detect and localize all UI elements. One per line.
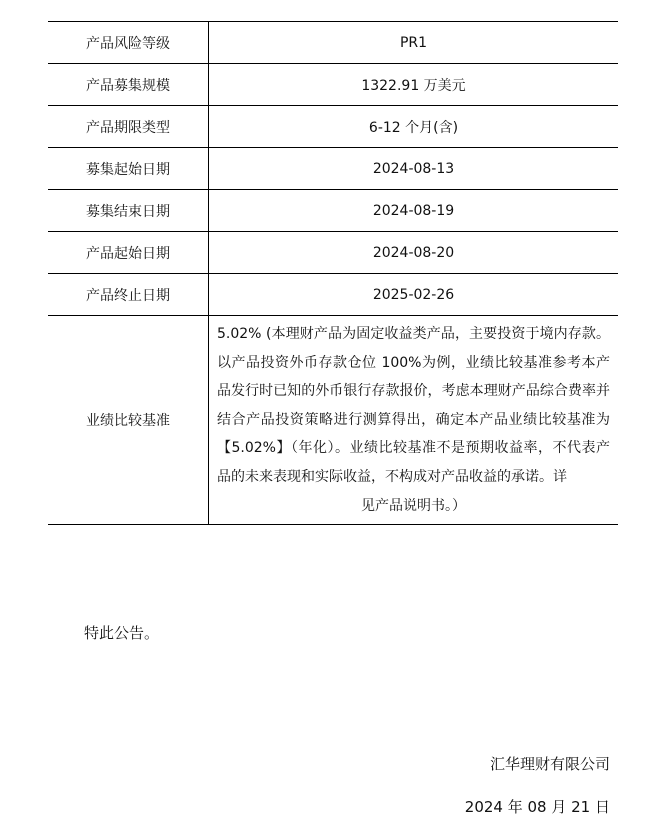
row-label-raise-end: 募集结束日期 — [48, 190, 209, 232]
row-value-raise-end: 2024-08-19 — [209, 190, 619, 232]
benchmark-text-end: 见产品说明书。） — [361, 497, 466, 514]
row-value-raise-start: 2024-08-13 — [209, 148, 619, 190]
row-value-fund-size: 1322.91 万美元 — [209, 64, 619, 106]
row-label-fund-size: 产品募集规模 — [48, 64, 209, 106]
table-row — [48, 64, 618, 106]
row-value-product-end: 2025-02-26 — [209, 274, 619, 316]
company-signature: 汇华理财有限公司 — [489, 755, 610, 773]
table-row-benchmark — [48, 316, 618, 525]
row-label-term-type: 产品期限类型 — [48, 106, 209, 148]
row-label-raise-start: 募集起始日期 — [48, 148, 209, 190]
benchmark-text: 5.02% (本理财产品为固定收益类产品，主要投资于境内存款。以产品投资外币存款仓位 100%为例，业绩比较基准参考本产品发行时已知的外币银行存款报价，考虑本理财产品综合费率并结合产品投资策略进行测算得出，确定本产品业绩比较基准为【5.02%】（年化）。业绩比较基准不是预期收益率，不代表产品的未来表现和实际收益，不构成对产品收益的承诺。详 — [217, 326, 610, 485]
row-value-product-start: 2024-08-20 — [209, 232, 619, 274]
row-value-risk-level: PR1 — [209, 22, 619, 64]
row-label-product-end: 产品终止日期 — [48, 274, 209, 316]
table-row — [48, 232, 618, 274]
table-row — [48, 274, 618, 316]
row-value-term-type: 6-12 个月(含) — [209, 106, 619, 148]
table-row — [48, 106, 618, 148]
row-label-benchmark: 业绩比较基准 — [48, 316, 209, 525]
row-value-benchmark — [209, 316, 619, 525]
row-label-product-start: 产品起始日期 — [48, 232, 209, 274]
table-row — [48, 190, 618, 232]
closing-notice: 特此公告。 — [84, 624, 160, 642]
row-label-risk-level: 产品风险等级 — [48, 22, 209, 64]
announcement-date: 2024 年 08 月 21 日 — [464, 798, 610, 816]
table-row — [48, 148, 618, 190]
product-info-table — [48, 21, 618, 525]
table-row — [48, 22, 618, 64]
